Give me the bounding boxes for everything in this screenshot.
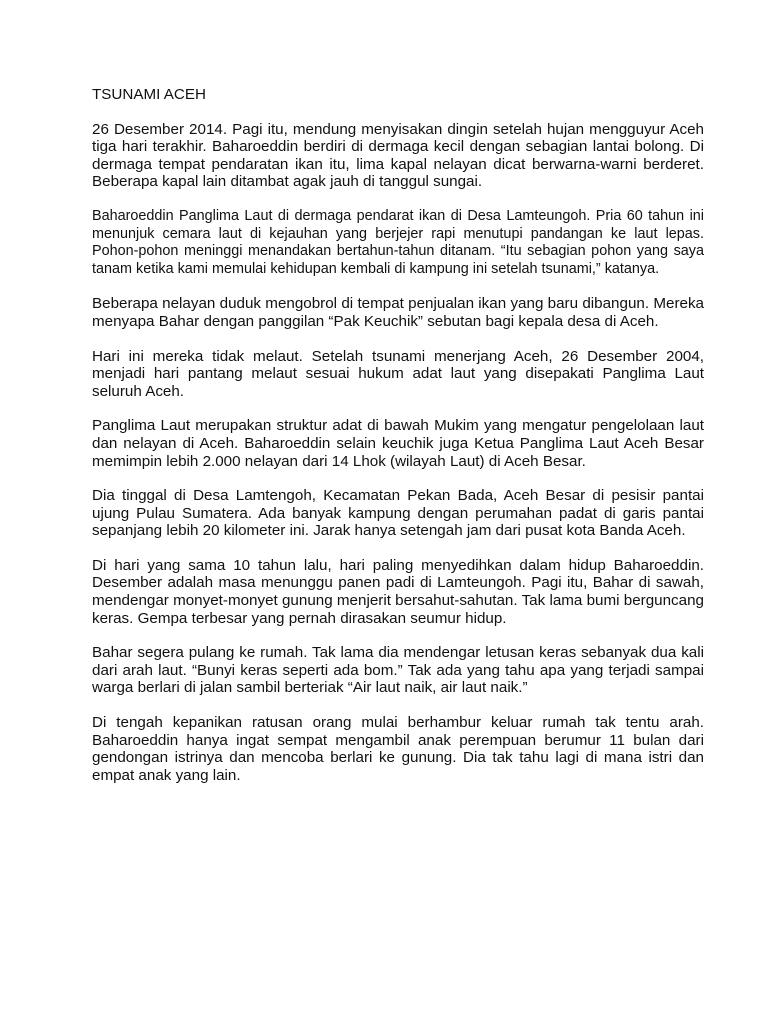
paragraph-2: Baharoeddin Panglima Laut di dermaga pendarat ikan di Desa Lamteungoh. Pria 60 tahun ini menunjuk cemara laut di kejauhan yang berjejer rapi menutupi pandangan ke laut lepas. Pohon-pohon meninggi menandakan bertahun-tahun ditanam. “Itu sebagian pohon yang saya tanam ketika kami memulai kehidupan kembali di kampung ini setelah tsunami,” katanya. <box>92 207 704 277</box>
paragraph-5: Panglima Laut merupakan struktur adat di bawah Mukim yang mengatur pengelolaan laut dan nelayan di Aceh. Baharoeddin selain keuchik juga Ketua Panglima Laut Aceh Besar memimpin lebih 2.000 nelayan dari 14 Lhok (wilayah Laut) di Aceh Besar. <box>92 417 704 470</box>
document-page <box>92 86 704 801</box>
document-title: TSUNAMI ACEH <box>92 86 206 103</box>
paragraph-1: 26 Desember 2014. Pagi itu, mendung menyisakan dingin setelah hujan mengguyur Aceh tiga hari terakhir. Baharoeddin berdiri di dermaga kecil dengan sebagian lantai bolong. Di dermaga tempat pendaratan ikan itu, lima kapal nelayan dicat berwarna-warni berderet. Beberapa kapal lain ditambat agak jauh di tanggul sungai. <box>92 120 704 191</box>
paragraph-9: Di tengah kepanikan ratusan orang mulai berhambur keluar rumah tak tentu arah. Baharoeddin hanya ingat sempat mengambil anak perempuan berumur 11 bulan dari gendongan istrinya dan mencoba berlari ke gunung. Dia tak tahu lagi di mana istri dan empat anak yang lain. <box>92 714 704 784</box>
paragraph-8: Bahar segera pulang ke rumah. Tak lama dia mendengar letusan keras sebanyak dua kali dari arah laut. “Bunyi keras seperti ada bom.” Tak ada yang tahu apa yang terjadi sampai warga berlari di jalan sambil berteriak “Air laut naik, air laut naik.” <box>92 644 704 697</box>
paragraph-7: Di hari yang sama 10 tahun lalu, hari paling menyedihkan dalam hidup Baharoeddin. Desember adalah masa menunggu panen padi di Lamteungoh. Pagi itu, Bahar di sawah, mendengar monyet-monyet gunung menjerit bersahut-sahutan. Tak lama bumi berguncang keras. Gempa terbesar yang pernah dirasakan seumur hidup. <box>92 556 704 627</box>
paragraph-3: Beberapa nelayan duduk mengobrol di tempat penjualan ikan yang baru dibangun. Mereka menyapa Bahar dengan panggilan “Pak Keuchik” sebutan bagi kepala desa di Aceh. <box>92 295 704 330</box>
paragraph-4: Hari ini mereka tidak melaut. Setelah tsunami menerjang Aceh, 26 Desember 2004, menjadi hari pantang melaut sesuai hukum adat laut yang disepakati Panglima Laut seluruh Aceh. <box>92 347 704 400</box>
paragraph-6: Dia tinggal di Desa Lamtengoh, Kecamatan Pekan Bada, Aceh Besar di pesisir pantai ujung Pulau Sumatera. Ada banyak kampung dengan perumahan padat di garis pantai sepanjang lebih 20 kilometer ini. Jarak hanya setengah jam dari pusat kota Banda Aceh. <box>92 487 704 540</box>
